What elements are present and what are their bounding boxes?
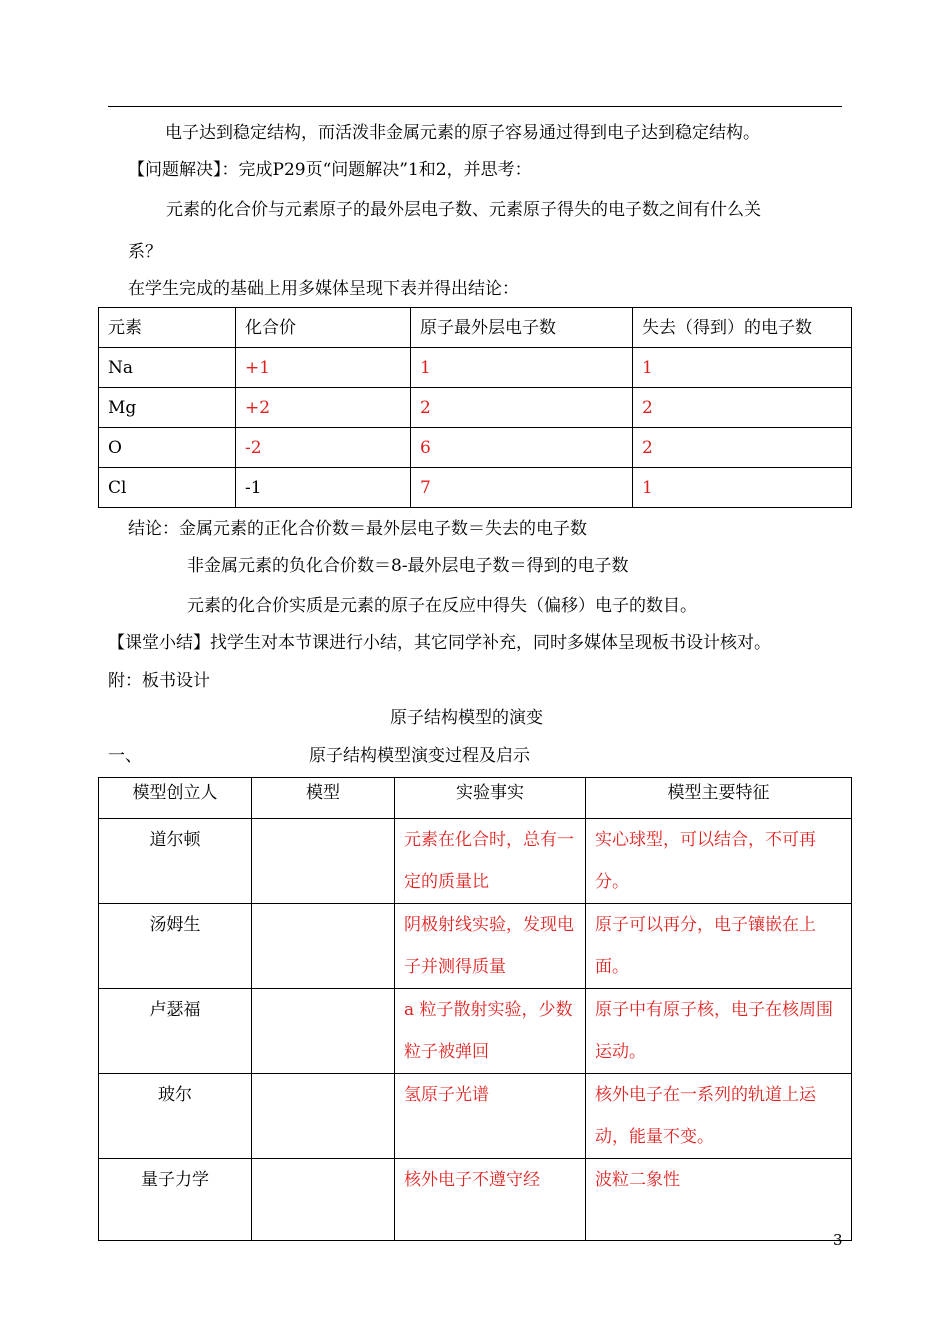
page-number: 3 bbox=[833, 1231, 843, 1249]
model-cell bbox=[252, 819, 395, 904]
scientist-cell: 汤姆生 bbox=[99, 904, 252, 989]
table-row bbox=[99, 1074, 852, 1159]
header-cell: 化合价 bbox=[236, 308, 411, 348]
table-row bbox=[99, 428, 852, 468]
header-cell: 模型创立人 bbox=[99, 778, 252, 819]
electrons-transferred-cell: 2 bbox=[633, 388, 852, 428]
header-cell: 元素 bbox=[99, 308, 236, 348]
appendix-label: 附：板书设计 bbox=[108, 671, 210, 691]
element-cell: Cl bbox=[99, 468, 236, 508]
valence-cell: +1 bbox=[236, 348, 411, 388]
element-cell: Mg bbox=[99, 388, 236, 428]
scientist-cell: 量子力学 bbox=[99, 1159, 252, 1241]
question-paragraph-line1: 元素的化合价与元素原子的最外层电子数、元素原子得失的电子数之间有什么关 bbox=[166, 200, 761, 220]
board-title: 原子结构模型的演变 bbox=[390, 708, 543, 728]
valence-table-header bbox=[99, 308, 852, 348]
conclusion-line3: 元素的化合价实质是元素的原子在反应中得失（偏移）电子的数目。 bbox=[187, 596, 697, 616]
table-row bbox=[99, 388, 852, 428]
electrons-transferred-cell: 2 bbox=[633, 428, 852, 468]
question-paragraph-line2: 系？ bbox=[128, 242, 162, 262]
section-number: 一、 bbox=[108, 746, 142, 766]
features-cell: 原子可以再分，电子镶嵌在上面。 bbox=[586, 904, 852, 989]
atomic-model-table bbox=[98, 777, 852, 1241]
header-cell: 失去（得到）的电子数 bbox=[633, 308, 852, 348]
scientist-cell: 道尔顿 bbox=[99, 819, 252, 904]
experiment-cell: 阴极射线实验，发现电子并测得质量 bbox=[395, 904, 586, 989]
valence-cell: +2 bbox=[236, 388, 411, 428]
header-cell: 模型 bbox=[252, 778, 395, 819]
paragraph-1: 电子达到稳定结构，而活泼非金属元素的原子容易通过得到电子达到稳定结构。 bbox=[165, 123, 760, 143]
model-cell bbox=[252, 1159, 395, 1241]
experiment-cell: 核外电子不遵守经 bbox=[395, 1159, 586, 1241]
model-cell bbox=[252, 904, 395, 989]
outer-electrons-cell: 1 bbox=[411, 348, 633, 388]
outer-electrons-cell: 7 bbox=[411, 468, 633, 508]
experiment-cell: 氢原子光谱 bbox=[395, 1074, 586, 1159]
table-row bbox=[99, 989, 852, 1074]
features-cell: 波粒二象性 bbox=[586, 1159, 852, 1241]
features-cell: 实心球型，可以结合，不可再分。 bbox=[586, 819, 852, 904]
valence-cell: -2 bbox=[236, 428, 411, 468]
features-cell: 核外电子在一系列的轨道上运动，能量不变。 bbox=[586, 1074, 852, 1159]
table-row bbox=[99, 1159, 852, 1241]
table-row bbox=[99, 819, 852, 904]
table-intro-paragraph: 在学生完成的基础上用多媒体呈现下表并得出结论： bbox=[128, 279, 519, 299]
problem-solving-paragraph: 【问题解决】：完成P29页“问题解决”1和2，并思考： bbox=[128, 160, 532, 180]
header-cell: 原子最外层电子数 bbox=[411, 308, 633, 348]
experiment-cell: a 粒子散射实验，少数粒子被弹回 bbox=[395, 989, 586, 1074]
outer-electrons-cell: 6 bbox=[411, 428, 633, 468]
header-cell: 实验事实 bbox=[395, 778, 586, 819]
electrons-transferred-cell: 1 bbox=[633, 468, 852, 508]
electrons-transferred-cell: 1 bbox=[633, 348, 852, 388]
conclusion-line2: 非金属元素的负化合价数＝8-最外层电子数＝得到的电子数 bbox=[187, 556, 629, 576]
table-row bbox=[99, 904, 852, 989]
element-cell: O bbox=[99, 428, 236, 468]
scientist-cell: 玻尔 bbox=[99, 1074, 252, 1159]
table-row bbox=[99, 468, 852, 508]
experiment-cell: 元素在化合时，总有一定的质量比 bbox=[395, 819, 586, 904]
conclusion-line1: 结论：金属元素的正化合价数＝最外层电子数＝失去的电子数 bbox=[128, 519, 587, 539]
features-cell: 原子中有原子核，电子在核周围运动。 bbox=[586, 989, 852, 1074]
section-title: 原子结构模型演变过程及启示 bbox=[309, 746, 530, 766]
model-cell bbox=[252, 989, 395, 1074]
valence-cell: -1 bbox=[236, 468, 411, 508]
model-table-header bbox=[99, 778, 852, 819]
table-row bbox=[99, 348, 852, 388]
scientist-cell: 卢瑟福 bbox=[99, 989, 252, 1074]
model-cell bbox=[252, 1074, 395, 1159]
valence-table bbox=[98, 307, 852, 508]
outer-electrons-cell: 2 bbox=[411, 388, 633, 428]
class-summary-paragraph: 【课堂小结】找学生对本节课进行小结，其它同学补充，同时多媒体呈现板书设计核对。 bbox=[108, 633, 771, 653]
header-cell: 模型主要特征 bbox=[586, 778, 852, 819]
header-rule bbox=[108, 106, 842, 107]
element-cell: Na bbox=[99, 348, 236, 388]
